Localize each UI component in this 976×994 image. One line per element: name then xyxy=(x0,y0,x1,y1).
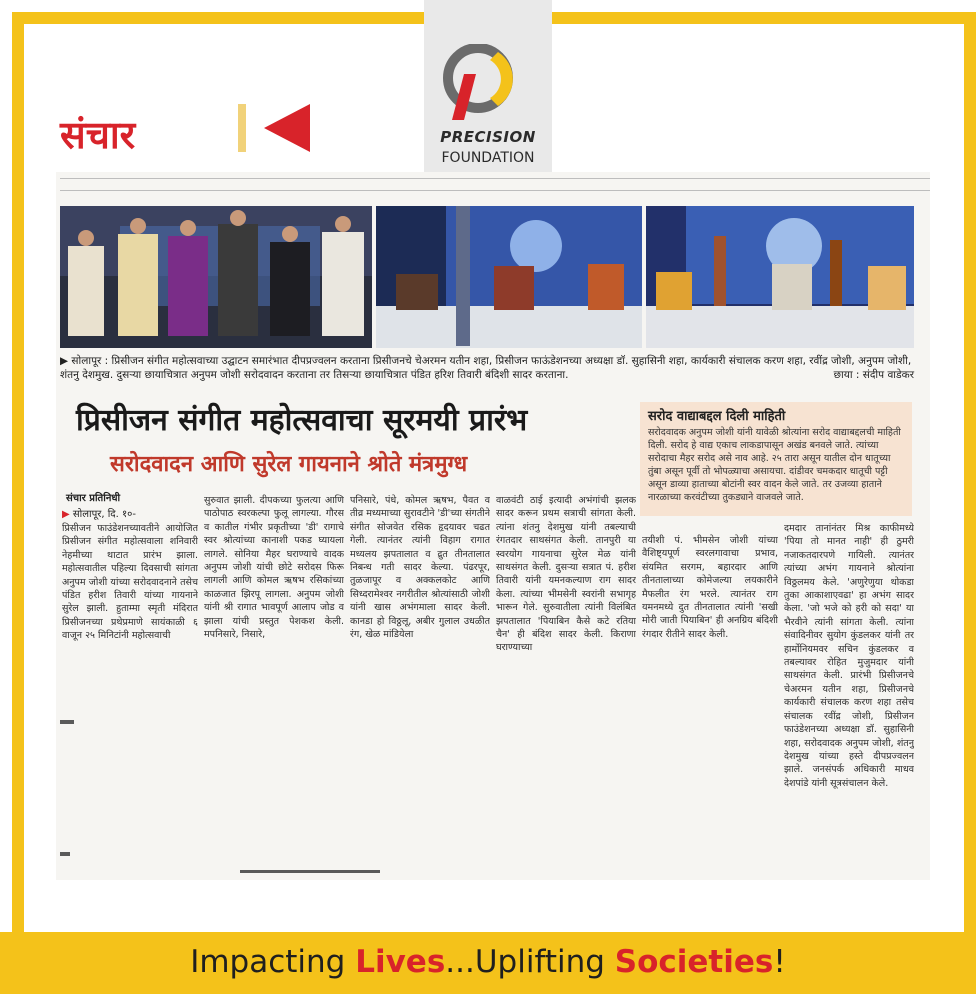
tagline-part-5: ! xyxy=(773,944,786,980)
caption-text: ▶ सोलापूर : प्रिसीजन संगीत महोत्सवाच्या उद्घाटन समारंभात दीपप्रज्वलन करताना प्रिसीजनचे चेअरमन यतीन शहा, प्रिसीजन फाऊंडेशनच्या अध्यक्षा डॉ. सुहासिनी शहा, कार्यकारी संचालक करण शहा, रवींद्र जोशी, अनुपम जोशी, शंतनु देशमुख. दुसऱ्या छायाचित्रात अनुपम जोशी सरोदवादन करताना तर तिसऱ्या छायाचित्रात पंडित हरिश तिवारी बंदिशी सादर करताना. xyxy=(60,355,912,381)
article-column-5: तयीशी पं. भीमसेन जोशी यांच्या वैशिष्ट्यपूर्ण स्वरलगावाचा प्रभाव, संयमित सरगम, बहारदार आणि तीनतालाच्या कोमेजल्या लयकारीने मैफलीत रंग भरले. त्यानंतर राग यमनमध्ये दुत तीनतालात त्यांनी 'सखी मोरी जाती पियाबिन' ही अनग्रिय बंदिशी रंगदार रीतीने सादर केली. xyxy=(642,535,778,640)
sarod-performance-photo xyxy=(376,206,642,348)
photo-strip xyxy=(60,206,914,348)
tagline-part-3: ...Uplifting xyxy=(445,944,615,980)
byline: संचार प्रतिनिधी xyxy=(66,493,121,504)
article-column-4: वाळवंटी ठाई इत्यादी अभंगांची झलक सादर करून प्रथम सत्राची सांगता केली. त्यांना शंतनु देशमुख यांनी तबल्याची रंगतदार साथसंगत केली. तानपुरी या स्वरयोग गायनाचा सुरेल मेळ यांनी साथसंगत केली. दुसऱ्या सत्रात पं. हरीश तिवारी यांनी यमनकल्याण राग सादर केला. त्यांच्या भीमसेनी स्वरांनी सभागृह भारून गेले. सुरुवातीला त्यांनी विलंबित झपतालात 'पियाबिन कैसे कटे रतिया चैन' ही बंदिश सादर केली. किराणा घराण्याच्या xyxy=(496,495,636,654)
dateline-text: सोलापूर, दि. १०- xyxy=(72,509,136,520)
logo-name: PRECISION xyxy=(440,128,536,146)
article-subheadline: सरोदवादन आणि सुरेल गायनाने श्रोते मंत्रमुग्ध xyxy=(110,452,468,477)
vocal-performance-photo xyxy=(646,206,914,348)
newspaper-name: संचार xyxy=(60,113,136,157)
sidebar-text: सरोदवादक अनुपम जोशी यांनी यावेळी श्रोत्यांना सरोद वाद्याबद्दलची माहिती दिली. सरोद हे वाद्य एकाच लाकडापासून अखंड बनवले जाते. त्यांच्या सरोदाचा मैहर सरोद असे नाव आहे. २५ तारा असून यातील दोन धातूच्या तुंबा असून पूर्वी तो भोपळ्याचा असायचा. दांडीवर चमकदार धातूची पट्टी असून डाव्या हाताच्या बोटांनी स्वर वादन केले जाते. तर उजव्या हाताने नारळाच्या करवंटीच्या तुकड्याने वाजवले जाते. xyxy=(648,427,901,503)
dateline-arrow-icon: ▶ xyxy=(62,509,73,520)
masthead-bar xyxy=(238,104,246,152)
precision-logo-icon xyxy=(440,44,540,122)
sidebar-title: सरोद वाद्याबद्दल दिली माहिती xyxy=(648,409,786,424)
article-column-6: दमदार तानांनंतर मिश्र काफीमध्ये 'पिया तो मानत नाही' ही ठुमरी नजाकतदारपणे गायिली. त्यानंतर त्यांच्या अभंग गायनाने श्रोत्यांना विठ्ठलमय केले. 'अणुरेणुया थोकडा तुका आकाशाएवढा' हा अभंग सादर केला. 'जो भजे को हरी को सदा' या भैरवीने त्यांनी सांगता केली. त्यांना संवादिनीवर सुयोग कुंडलकर यांनी तर हार्मोनियमवर सचिन कुंडलकर व तबल्यावर रोहित मुजुमदार यांनी साथसंगत केली. प्रारंभी प्रिसीजनचे चेअरमन यतीन शहा, प्रिसीजनचे कार्यकारी संचालक करण शहा तसेच संचालक रवींद्र जोशी, प्रिसीजन फाउंडेशनच्या अध्यक्षा डॉ. सुहासिनी शहा, सरोदवादक अनुपम जोशी, शंतनु देशमुख यांच्या हस्ते दीपप्रज्वलन झाले. जनसंपर्क अधिकारी माधव देशपांडे यांनी सूत्रसंचालन केले. xyxy=(784,523,914,789)
photo-caption xyxy=(60,354,914,382)
tagline-highlight-societies: Societies xyxy=(614,944,774,980)
scan-mark xyxy=(60,852,70,856)
masthead-triangle-icon xyxy=(264,104,310,152)
sidebar-box xyxy=(640,402,912,516)
tagline-highlight-lives: Lives xyxy=(355,944,446,980)
article-headline: प्रिसीजन संगीत महोत्सवाचा सूरमयी प्रारंभ xyxy=(76,403,528,438)
dateline xyxy=(62,506,136,520)
tagline-part-1: Impacting xyxy=(190,944,356,980)
article-column-2: सुरुवात झाली. दीपकच्या फुलत्या आणि पाठोपाठ स्वरकल्पा फुलू लागल्या. गौरस व कातील गंभीर प्रकृतीच्या 'डी' रागाचे स्वर श्रोत्यांच्या कानाशी पकड घ्यायला लागले. सोनिया मैहर घराण्याचे वादक अनुपम जोशी यांची छोटे सरोदस फिरू लागली आणि कोमल ऋषभ रसिकांच्या काळजात झिरपू लागला. अनुपम जोशी यांनी श्री रागात भावपूर्ण आलाप जोड व झाला यांची प्रस्तुत पेशकश केली. मपनिसारे, निसारे, xyxy=(204,495,344,641)
scan-mark xyxy=(60,720,74,724)
logo-subtitle: FOUNDATION xyxy=(441,150,535,166)
top-rule-2 xyxy=(60,190,930,191)
inauguration-photo xyxy=(60,206,372,348)
footer-tagline xyxy=(0,944,976,980)
scan-mark xyxy=(240,870,380,873)
top-rule xyxy=(60,178,930,179)
newspaper-masthead xyxy=(52,98,322,164)
article-column-3: पनिसारे, पंधे, कोमल ऋषभ, पैवत व तीव्र मध्यमाच्या सुरावटीने 'डी'च्या संगतीने संगीत सोजवेत रसिक हृदयावर चढत गेली. त्यानंतर त्यांनी विहाग रागात मध्यलय झपतालात व द्रुत तीनतालात निबन्ध गती सादर केल्या. पंढरपूर, तुळजापूर व अक्कलकोट आणि सिध्दरामेश्वर नगरीतील श्रोत्यांसाठी जोशी यांनी खास अभंगमाला सादर केली. कानडा हो विठ्ठलू, अबीर गुलाल उधळीत रंग, खेळ मांडियेला xyxy=(350,495,490,641)
photo-credit: छाया : संदीप वाडेकर xyxy=(833,369,914,381)
article-column-1: प्रिसीजन फाउंडेशनच्यावतीने आयोजित प्रिसीजन संगीत महोत्सवाला शनिवारी नेहमीच्या थाटात प्रारंभ झाला. महोत्सवातील पहिल्या दिवसाची सांगता अनुपम जोशी यांच्या सरोदवादनाने तसेच पंडित हरीश तिवारी यांच्या गायनाने सुरेल झाली. हुताम्मा स्मृती मंदिरात प्रिसीजनच्या प्रथेप्रमाणे सायंकाळी ६ वाजून २५ मिनिटांनी महोत्सवाची xyxy=(62,523,198,642)
